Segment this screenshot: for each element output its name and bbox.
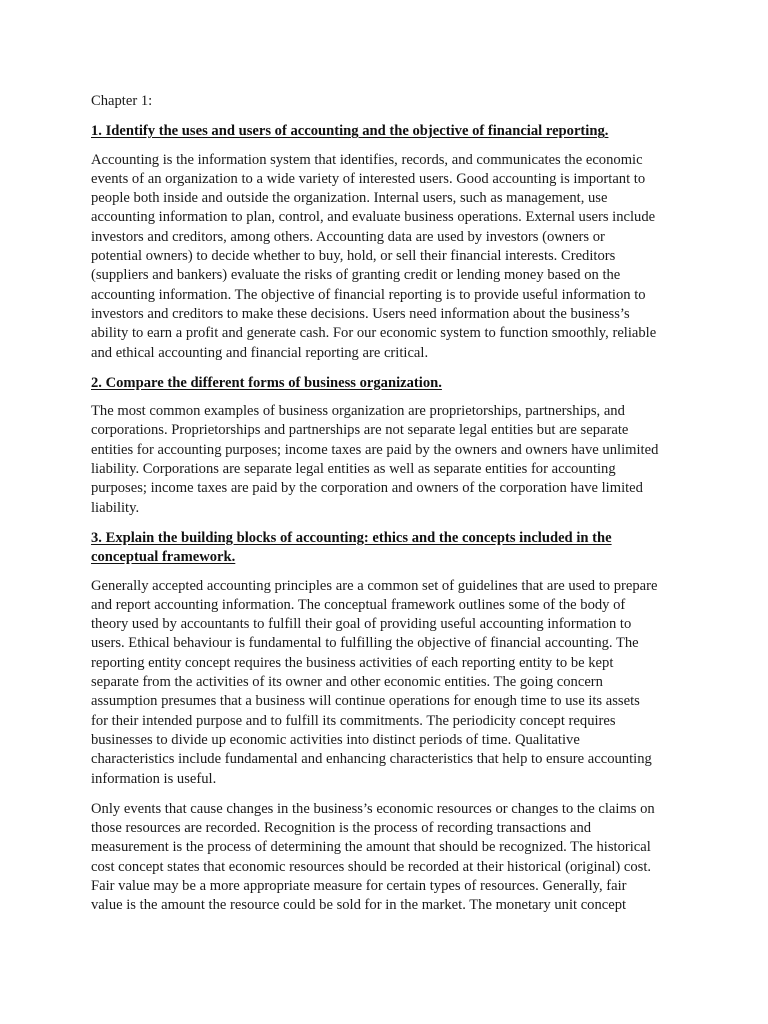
text-line: liability. Corporations are separate legal entities as well as separate entities for accounting	[91, 461, 616, 478]
text-line: separate from the activities of its owner and other economic entities. The going concern	[91, 674, 603, 691]
heading-line: 3. Explain the building blocks of accounting: ethics and the concepts included in the	[91, 529, 612, 546]
section-3-paragraph-1	[91, 577, 681, 789]
text-line: potential owners) to decide whether to buy, hold, or sell their financial interests. Creditors	[91, 248, 616, 265]
text-line: accounting information. The objective of financial reporting is to provide useful information to	[91, 286, 646, 303]
text-line: investors and creditors to make these decisions. Users need information about the business’s	[91, 305, 630, 322]
section-3-paragraph-2	[91, 800, 681, 916]
text-line: and report accounting information. The conceptual framework outlines some of the body of	[91, 596, 626, 613]
heading-line: conceptual framework.	[91, 549, 236, 566]
text-line: information is useful.	[91, 770, 217, 787]
text-line: and ethical accounting and financial reporting are critical.	[91, 344, 429, 361]
text-line: Fair value may be a more appropriate measure for certain types of resources. Generally, fair	[91, 877, 627, 894]
text-line: Generally accepted accounting principles are a common set of guidelines that are used to prepare	[91, 577, 658, 594]
section-1-heading: 1. Identify the uses and users of accounting and the objective of financial reporting.	[91, 123, 609, 140]
chapter-title: Chapter 1:	[91, 93, 153, 109]
section-1	[91, 122, 681, 363]
text-line: theory used by accountants to fulfill their goal of providing useful accounting information to	[91, 616, 632, 633]
text-line: ability to earn a profit and generate cash. For our economic system to function smoothly, reliable	[91, 325, 657, 342]
document-page	[91, 92, 681, 927]
section-2-paragraph	[91, 402, 681, 518]
text-line: value is the amount the resource could be sold for in the market. The monetary unit concept	[91, 897, 627, 914]
text-line: for their intended purpose and to fulfill its commitments. The periodicity concept requires	[91, 712, 616, 729]
text-line: Only events that cause changes in the business’s economic resources or changes to the claims on	[91, 800, 655, 817]
text-line: measurement is the process of determining the amount that should be recognized. The historical	[91, 839, 651, 856]
text-line: people both inside and outside the organization. Internal users, such as management, use	[91, 190, 608, 207]
text-line: purposes; income taxes are paid by the corporation and owners of the corporation have limited	[91, 480, 643, 497]
text-line: businesses to divide up economic activities into distinct periods of time. Qualitative	[91, 731, 580, 748]
section-2-heading: 2. Compare the different forms of business organization.	[91, 374, 442, 391]
text-line: those resources are recorded. Recognition is the process of recording transactions and	[91, 820, 592, 837]
text-line: (suppliers and bankers) evaluate the risks of granting credit or lending money based on the	[91, 267, 621, 284]
text-line: liability.	[91, 499, 140, 516]
text-line: investors and creditors, among others. Accounting data are used by investors (owners or	[91, 228, 605, 245]
section-3-heading	[91, 529, 681, 568]
text-line: The most common examples of business organization are proprietorships, partnerships, and	[91, 403, 625, 420]
section-2	[91, 374, 681, 518]
text-line: reporting entity concept requires the business activities of each reporting entity to be kept	[91, 654, 614, 671]
section-3	[91, 529, 681, 916]
text-line: assumption presumes that a business will continue operations for enough time to use its assets	[91, 693, 640, 710]
text-line: accounting information to plan, control, and evaluate business operations. External users include	[91, 209, 656, 226]
text-line: cost concept states that economic resources should be recorded at their historical (original) cost.	[91, 858, 652, 875]
text-line: entities for accounting purposes; income taxes are paid by the owners and owners have unlimited	[91, 441, 659, 458]
text-line: Accounting is the information system that identifies, records, and communicates the economic	[91, 151, 643, 168]
section-1-paragraph	[91, 151, 681, 363]
text-line: events of an organization to a wide variety of interested users. Good accounting is important to	[91, 170, 646, 187]
text-line: characteristics include fundamental and enhancing characteristics that help to ensure accounting	[91, 751, 652, 768]
text-line: corporations. Proprietorships and partnerships are not separate legal entities but are separate	[91, 422, 629, 439]
text-line: users. Ethical behaviour is fundamental to fulfilling the objective of financial accounting. The	[91, 635, 639, 652]
